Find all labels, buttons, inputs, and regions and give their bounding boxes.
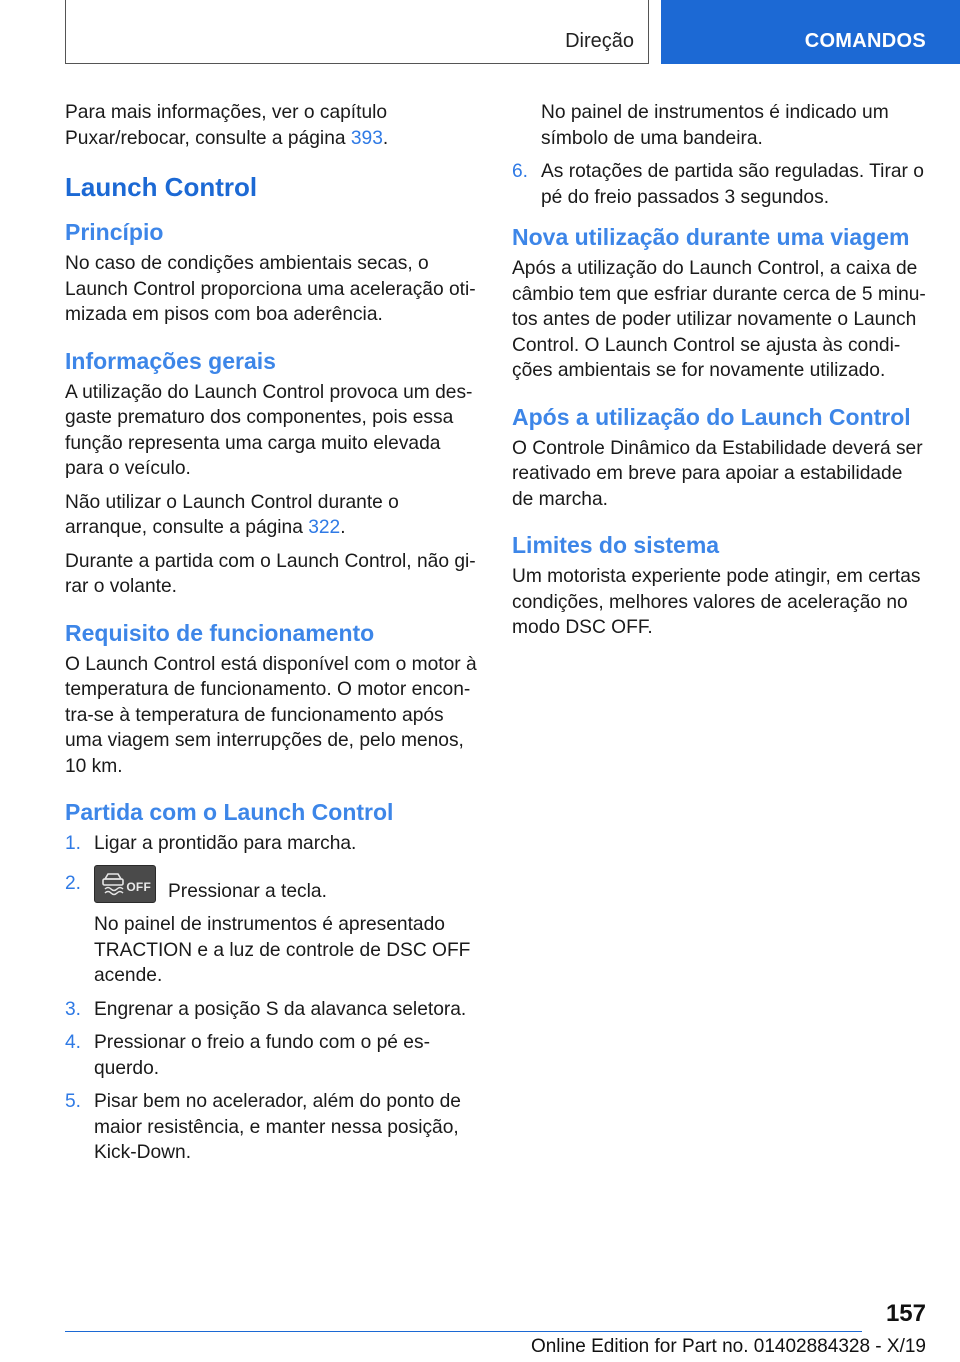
right-column (512, 100, 926, 649)
step-number: 2. (65, 872, 82, 894)
heading-limites: Limites do sistema (512, 532, 720, 558)
heading-apos-utilizacao: Após a utilização do Launch Control (512, 403, 911, 430)
header-chapter-title: COMANDOS (804, 30, 926, 52)
principio-paragraph: No caso de condições ambientais secas, o Launch Control proporciona uma aceleração otimizada em pisos com boa aderência. (65, 253, 476, 325)
header-chapter-tab[interactable] (661, 0, 960, 64)
footer-divider (65, 1331, 862, 1332)
heading-requisito: Requisito de funcionamento (65, 619, 375, 646)
section-title: Launch Control (65, 172, 258, 202)
info-paragraph-2: Não utilizar o Launch Control durante o arranque, consulte a página 322. (65, 491, 399, 538)
heading-nova-utilizacao: Nova utilização durante uma viagem (512, 224, 910, 250)
step-number: 1. (65, 833, 82, 854)
step-5: 5. Pisar bem no acelerador, além do ponto de maior resistência, e manter nessa posição, Kick-Down. (65, 1091, 461, 1163)
info-paragraph-1: A utilização do Launch Control provoca um desgaste prematuro dos componentes, pois essa função representa uma carga muito elevada para o veículo. (65, 381, 473, 479)
step-number: 6. (512, 161, 529, 182)
heading-info-gerais: Informações gerais (65, 347, 276, 374)
page-link-393[interactable]: 393 (350, 127, 383, 149)
step-1: 1. Ligar a prontidão para marcha. (65, 831, 483, 857)
footer-edition: Online Edition for Part no. 01402884328 - X/19 (530, 1336, 926, 1357)
step-2: 2. OFF Pressionar a tecla. No painel de instrumentos é apresentado TRACTION e a luz de controle de DSC OFF acende. (65, 865, 483, 989)
page-number: 157 (885, 1300, 926, 1327)
apos-paragraph: O Controle Dinâmico da Estabilidade deverá ser reativado em breve para apoiar a estabilidade de marcha. (512, 437, 923, 510)
step-number: 3. (65, 998, 82, 1020)
step-3: 3. Engrenar a posição S da alavanca seletora. (65, 997, 483, 1023)
info-paragraph-3: Durante a partida com o Launch Control, não girar o volante. (65, 550, 476, 597)
steps-list (65, 831, 483, 1166)
header-section-title: Direção (565, 30, 634, 52)
heading-partida: Partida com o Launch Control (65, 799, 394, 825)
intro-paragraph: Para mais informações, ver o capítulo Puxar/rebocar, consulte a página 393. (65, 102, 389, 149)
step-4: 4. Pressionar o freio a fundo com o pé esquerdo. (65, 1032, 430, 1079)
heading-principio: Princípio (65, 219, 164, 245)
header-section-box (65, 0, 649, 64)
step-2-note: No painel de instrumentos é apresentado TRACTION e a luz de controle de DSC OFF acende. (94, 914, 471, 986)
page-link-322[interactable]: 322 (308, 517, 341, 538)
step-6: 6. As rotações de partida são reguladas. Tirar o pé do freio passados 3 segundos. (512, 161, 924, 208)
nova-paragraph: Após a utilização do Launch Control, a caixa de câmbio tem que esfriar durante cerca de 5 minutos antes de poder utilizar novamente o Launch Control. O Launch Control se ajusta às condições ambientais se for novamente utilizado. (512, 258, 926, 381)
step-number: 4. (65, 1032, 82, 1053)
requisito-paragraph: O Launch Control está disponível com o motor à temperatura de funcionamento. O motor encontra-se à temperatura de funcionamento após uma viagem sem interrupções de, pelo menos, 10 km. (65, 653, 477, 777)
dsc-off-button-icon (94, 865, 156, 903)
step-5-continuation: No painel de instrumentos é indicado um símbolo de uma bandeira. (541, 102, 889, 149)
left-column (65, 100, 483, 1174)
traction-car-icon (99, 870, 127, 898)
button-off-label: OFF (126, 879, 151, 894)
limites-paragraph: Um motorista experiente pode atingir, em certas condições, melhores valores de aceleração no modo DSC OFF. (512, 566, 921, 638)
step-number: 5. (65, 1091, 82, 1112)
